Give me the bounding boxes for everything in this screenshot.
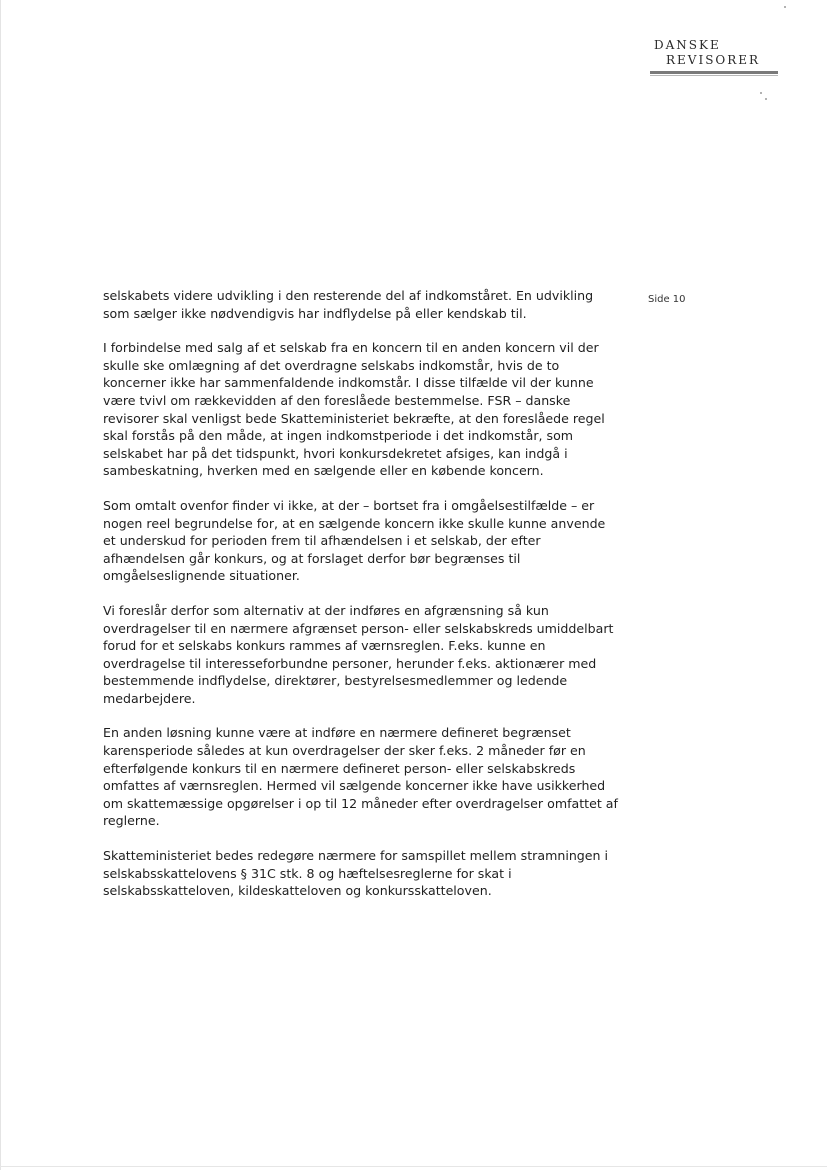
text-line: som sælger ikke nødvendigvis har indflydelse på eller kendskab til. [103, 305, 527, 321]
text-line: være tvivl om rækkevidden af den foreslåede bestemmelse. FSR – danske [103, 392, 571, 408]
scan-edge-left [0, 0, 1, 1170]
text-line: selskabsskattelovens § 31C stk. 8 og hæftelsesreglerne for skat i [103, 865, 512, 881]
paragraph [103, 847, 609, 900]
text-line: karensperiode således at kun overdragelser der sker f.eks. 2 måneder før en [103, 743, 586, 759]
text-line: reglerne. [103, 813, 160, 829]
text-line: forud for et selskabs konkurs rammes af værnsreglen. F.eks. kunne en [103, 638, 546, 654]
text-line: Skatteministeriet bedes redegøre nærmere for samspillet mellem stramningen i [103, 848, 609, 864]
logo-text-line2: REVISORER [666, 53, 761, 67]
text-line: selskabet har på det tidspunkt, hvori konkursdekretet afsiges, kan indgå i [103, 445, 568, 461]
text-line: et underskud for perioden frem til afhændelsen i et selskab, der efter [103, 533, 541, 549]
text-line: sambeskatning, hverken med en sælgende eller en købende koncern. [103, 463, 544, 479]
scan-edge-bottom [0, 1166, 827, 1167]
page-number: Side 10 [648, 294, 686, 305]
text-line: omfattes af værnsreglen. Hermed vil sælgende koncerner ikke have usikkerhed [103, 778, 606, 794]
text-line: En anden løsning kunne være at indføre en nærmere defineret begrænset [103, 725, 571, 741]
text-line: selskabets videre udvikling i den resterende del af indkomståret. En udvikling [103, 288, 594, 303]
text-line: bestemmende indflydelse, direktører, bestyrelsesmedlemmer og ledende [103, 673, 568, 689]
paragraph [103, 724, 618, 830]
paragraph [103, 497, 606, 585]
text-line: revisorer skal venligst bede Skatteministeriet bekræfte, at den foreslåede regel [103, 410, 605, 426]
text-line: nogen reel begrundelse for, at en sælgende koncern ikke skulle kunne anvende [103, 515, 606, 531]
logo-text-line1: DANSKE [654, 38, 721, 52]
text-line: overdragelse til interesseforbundne personer, herunder f.eks. aktionærer med [103, 655, 597, 671]
text-line: selskabsskatteloven, kildeskatteloven og konkursskatteloven. [103, 883, 492, 899]
scan-speck [784, 6, 786, 8]
scan-speck [765, 98, 767, 100]
text-line: skal forstås på den måde, at ingen indkomstperiode i det indkomstår, som [103, 428, 574, 444]
text-line: I forbindelse med salg af et selskab fra en koncern til en anden koncern vil der [103, 340, 599, 356]
text-line: koncerner ikke har sammenfaldende indkomstår. I disse tilfælde vil der kunne [103, 375, 594, 391]
scan-speck [760, 92, 762, 94]
paragraph [103, 339, 603, 480]
paragraph [103, 602, 614, 708]
body-text [103, 287, 618, 917]
danske-revisorer-logo [620, 38, 780, 78]
text-line: om skattemæssige opgørelser i op til 12 måneder efter overdragelser omfattet af [103, 795, 618, 811]
logo-rule-thin [650, 75, 778, 76]
text-line: Vi foreslår derfor som alternativ at der indføres en afgrænsning så kun [103, 602, 549, 618]
text-line: efterfølgende konkurs til en nærmere defineret person- eller selskabskreds [103, 760, 576, 776]
text-line: Som omtalt ovenfor finder vi ikke, at der – bortset fra i omgåelsestilfælde – er [103, 497, 595, 513]
text-line: medarbejdere. [103, 690, 196, 706]
text-line: overdragelser til en nærmere afgrænset person- eller selskabskreds umiddelbart [103, 620, 614, 636]
text-line: omgåelseslignende situationer. [103, 568, 300, 584]
text-line: afhændelsen går konkurs, og at forslaget derfor bør begrænses til [103, 550, 521, 566]
logo-rule [650, 71, 778, 74]
text-line: skulle ske omlægning af det overdragne selskabs indkomstår, hvis de to [103, 357, 560, 373]
paragraph [103, 287, 603, 322]
